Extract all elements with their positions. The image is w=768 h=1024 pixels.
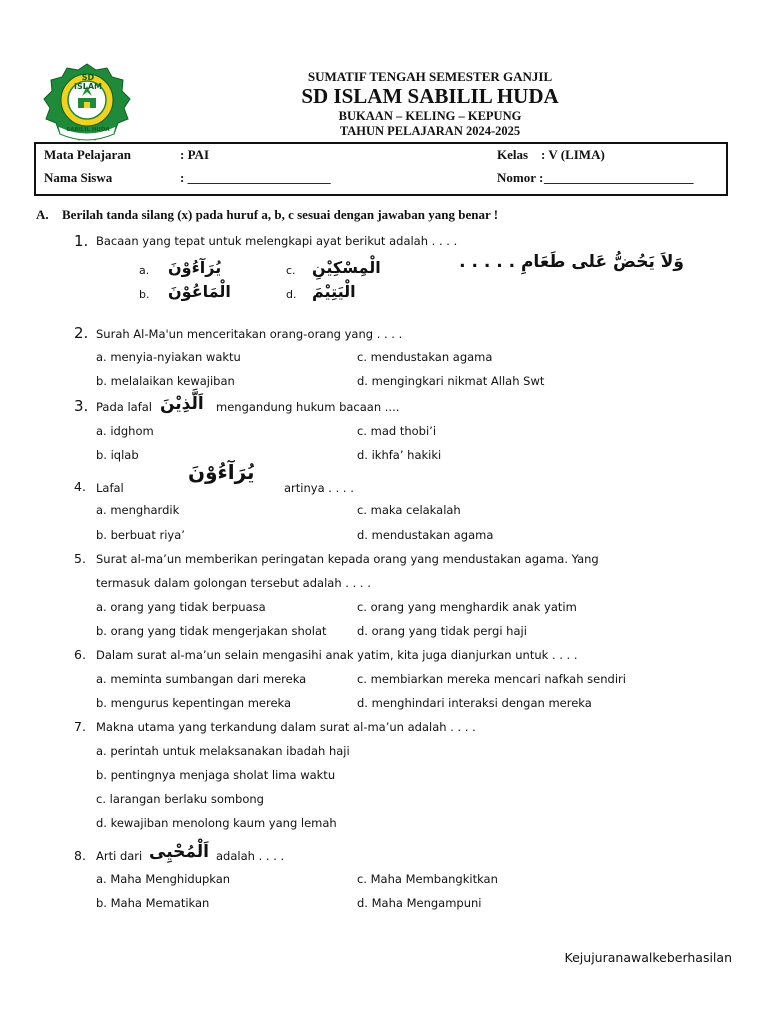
- option-d[interactable]: d. kewajiban menolong kaum yang lemah: [96, 816, 337, 830]
- exam-title: SUMATIF TENGAH SEMESTER GANJIL: [307, 69, 553, 84]
- class-label: Kelas: [497, 147, 529, 162]
- option-a[interactable]: a. perintah untuk melaksanakan ibadah haji: [96, 744, 350, 758]
- option-d[interactable]: d. ikhfa’ hakiki: [357, 448, 442, 462]
- option-a[interactable]: a. menyia-nyiakan waktu: [96, 350, 241, 364]
- footer-motto: Kejujuranawalkeberhasilan: [564, 950, 732, 965]
- student-name-field[interactable]: : ______________________: [180, 170, 331, 185]
- option-c[interactable]: c. larangan berlaku sombong: [96, 792, 264, 806]
- option-b[interactable]: b. iqlab: [96, 448, 139, 462]
- question-text: Pada lafal: [96, 400, 153, 414]
- option-d[interactable]: d. orang yang tidak pergi haji: [357, 624, 527, 638]
- question-text: Arti dari: [96, 849, 143, 863]
- question-number: 8.: [74, 848, 86, 863]
- question-text-continued: termasuk dalam golongan tersebut adalah . . . .: [96, 576, 371, 590]
- question-text: Bacaan yang tepat untuk melengkapi ayat berikut adalah . . . .: [96, 234, 458, 248]
- question-text: artinya . . . .: [284, 481, 354, 495]
- option-b-arabic[interactable]: الْمَاعُوْنَ: [168, 282, 231, 301]
- option-c[interactable]: c. mendustakan agama: [357, 350, 493, 364]
- option-a[interactable]: a. meminta sumbangan dari mereka: [96, 672, 307, 686]
- question-number: 4.: [74, 479, 86, 494]
- school-address: BUKAAN – KELING – KEPUNG: [338, 109, 522, 123]
- option-b[interactable]: b. pentingnya menjaga sholat lima waktu: [96, 768, 336, 782]
- number-label: Nomor :: [497, 170, 544, 185]
- arabic-word: اَلَّذِيْنَ: [160, 394, 204, 414]
- option-d-arabic[interactable]: الْيَتِيْمَ: [312, 282, 356, 301]
- question-number: 7.: [74, 719, 86, 734]
- option-a[interactable]: a. Maha Menghidupkan: [96, 872, 231, 886]
- option-a[interactable]: a. idghom: [96, 424, 154, 438]
- option-b[interactable]: b. orang yang tidak mengerjakan sholat: [96, 624, 327, 638]
- option-d[interactable]: d. mendustakan agama: [357, 528, 494, 542]
- option-b[interactable]: b. berbuat riya’: [96, 528, 185, 542]
- question-number: 6.: [74, 647, 86, 662]
- question-text: Surat al-ma’un memberikan peringatan kepada orang yang mendustakan agama. Yang: [96, 552, 599, 566]
- option-c[interactable]: c. membiarkan mereka mencari nafkah sendiri: [357, 672, 626, 686]
- option-d[interactable]: d. menghindari interaksi dengan mereka: [357, 696, 592, 710]
- question-text: mengandung hukum bacaan ....: [216, 400, 400, 414]
- option-d[interactable]: d. Maha Mengampuni: [357, 896, 482, 910]
- option-b[interactable]: b. mengurus kepentingan mereka: [96, 696, 292, 710]
- question-text: Lafal: [96, 481, 124, 495]
- option-d[interactable]: d. mengingkari nikmat Allah Swt: [357, 374, 545, 388]
- academic-year: TAHUN PELAJARAN 2024-2025: [339, 124, 521, 138]
- option-c[interactable]: c. orang yang menghardik anak yatim: [357, 600, 577, 614]
- option-b[interactable]: b. melalaikan kewajiban: [96, 374, 235, 388]
- student-name-label: Nama Siswa: [44, 170, 113, 185]
- student-info-box: [34, 142, 728, 196]
- logo-top-text: SD ISLAM: [74, 73, 102, 91]
- question-number: 5.: [74, 551, 86, 566]
- option-a[interactable]: a. orang yang tidak berpuasa: [96, 600, 266, 614]
- subject-value: : PAI: [180, 147, 210, 162]
- question-text: Surah Al-Ma'un menceritakan orang-orang yang . . . .: [96, 327, 403, 341]
- arabic-word: يُرَآءُوْنَ: [188, 460, 255, 484]
- question-text: adalah . . . .: [216, 849, 285, 863]
- ayah-text: وَلاَ يَحُضُّ عَلى طَعَامِ . . . . .: [459, 252, 684, 272]
- question-text: Makna utama yang terkandung dalam surat al-ma’un adalah . . . .: [96, 720, 476, 734]
- option-letter: d.: [286, 288, 297, 301]
- question-number: 3.: [74, 397, 89, 415]
- question-text: Dalam surat al-ma’un selain mengasihi anak yatim, kita juga dianjurkan untuk . . . .: [96, 648, 578, 662]
- option-c[interactable]: c. maka celakalah: [357, 503, 461, 517]
- option-a[interactable]: a. menghardik: [96, 503, 180, 517]
- option-a-arabic[interactable]: يُرَآءُوْنَ: [168, 258, 222, 277]
- school-name: SD ISLAM SABILIL HUDA: [301, 84, 559, 108]
- option-letter: b.: [139, 288, 150, 301]
- number-field[interactable]: _______________________: [544, 170, 694, 185]
- subject-label: Mata Pelajaran: [44, 147, 132, 162]
- option-letter: a.: [139, 264, 150, 277]
- option-c-arabic[interactable]: الْمِسْكِيْنِ: [312, 258, 381, 277]
- section-letter: A.: [36, 207, 49, 222]
- option-c[interactable]: c. Maha Membangkitkan: [357, 872, 498, 886]
- question-number: 1.: [74, 232, 89, 250]
- option-letter: c.: [286, 264, 296, 277]
- arabic-word: اَلْمُحْيِى: [149, 842, 209, 862]
- option-c[interactable]: c. mad thobi’i: [357, 424, 437, 438]
- logo-banner-text: SABILIL HUDA: [66, 127, 110, 133]
- class-value: : V (LIMA): [541, 147, 605, 162]
- option-b[interactable]: b. Maha Mematikan: [96, 896, 210, 910]
- question-number: 2.: [74, 324, 89, 342]
- section-instruction: Berilah tanda silang (x) pada huruf a, b, c sesuai dengan jawaban yang benar !: [62, 207, 499, 222]
